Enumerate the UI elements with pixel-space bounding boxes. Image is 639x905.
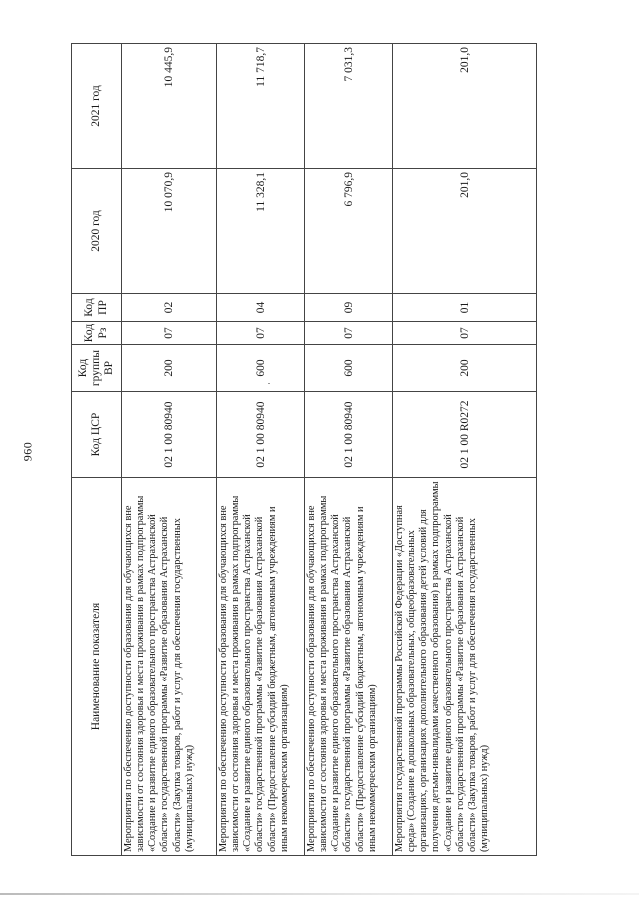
row-csr: 02 1 00 80940 xyxy=(305,392,393,478)
header-csr: Код ЦСР xyxy=(72,392,122,478)
header-name: Наименование показателя xyxy=(72,478,122,856)
header-vr: Код группы ВР xyxy=(72,345,122,392)
row-pr: 02 xyxy=(122,294,217,322)
row-name: Мероприятия по обеспечению доступности образования для обучающихся вне зависимости от состояния здоровья и места проживания в рамках подпрограммы «Создание и развитие единого образовательного пространства Астраханской области» государственной программы «Развитие образования Астраханской области» (Предоставление субсидий бюджетным, автономным учреждениям и иным некоммерческим организациям) xyxy=(217,478,305,856)
row-name: Мероприятия государственной программы Российской Федерации «Доступная среда» (Создание в дошкольных образовательных, общеобразовательных организациях, организациях дополнительного образования детей условий для получения детьми-инвалидами качественного образования) в рамках подпрограммы «Создание и развитие единого образовательного пространства Астраханской области» государственной программы «Развитие образования Астраханской области» (Закупка товаров, работ и услуг для обеспечения государственных (муниципальных) нужд) xyxy=(393,478,537,856)
row-2020: 11 328,1 xyxy=(217,169,305,294)
row-rz: 07 xyxy=(305,322,393,345)
table-row xyxy=(122,44,217,856)
header-2021: 2021 год xyxy=(72,44,122,169)
scan-edge-line xyxy=(0,893,639,895)
row-name: Мероприятия по обеспечению доступности образования для обучающихся вне зависимости от состояния здоровья и места проживания в рамках подпрограммы «Создание и развитие единого образовательного пространства Астраханской области» государственной программы «Развитие образования Астраханской области» (Предоставление субсидий бюджетным, автономным учреждениям и иным некоммерческим организациям) xyxy=(305,478,393,856)
header-2020: 2020 год xyxy=(72,169,122,294)
table-row xyxy=(393,44,537,856)
row-csr: 02 1 00 R0272 xyxy=(393,392,537,478)
page-number: 960 xyxy=(20,441,35,462)
row-vr: 600 xyxy=(217,345,305,392)
row-2021: 201,0 xyxy=(393,44,537,169)
table-row xyxy=(217,44,305,856)
header-rz: Код Рз xyxy=(72,322,122,345)
row-csr: 02 1 00 80940 xyxy=(217,392,305,478)
row-2020: 201,0 xyxy=(393,169,537,294)
row-2020: 10 070,9 xyxy=(122,169,217,294)
row-vr: 200 xyxy=(122,345,217,392)
row-vr: 200 xyxy=(393,345,537,392)
row-pr: 01 xyxy=(393,294,537,322)
row-rz: 07 xyxy=(122,322,217,345)
row-vr: 600 xyxy=(305,345,393,392)
row-2021: 10 445,9 xyxy=(122,44,217,169)
table-row xyxy=(305,44,393,856)
row-csr: 02 1 00 80940 xyxy=(122,392,217,478)
header-pr: Код ПР xyxy=(72,294,122,322)
row-rz: 07 xyxy=(393,322,537,345)
table-header-row xyxy=(72,44,122,856)
row-rz: 07 xyxy=(217,322,305,345)
row-2020: 6 796,9 xyxy=(305,169,393,294)
row-name: Мероприятия по обеспечению доступности образования для обучающихся вне зависимости от состояния здоровья и места проживания в рамках подпрограммы «Создание и развитие единого образовательного пространства Астраханской области» государственной программы «Развитие образования Астраханской области» (Закупка товаров, работ и услуг для обеспечения государственных (муниципальных) нужд) xyxy=(122,478,217,856)
rotated-page-content xyxy=(71,44,536,856)
row-pr: 09 xyxy=(305,294,393,322)
budget-table xyxy=(71,43,537,856)
row-2021: 11 718,7 xyxy=(217,44,305,169)
scan-speck xyxy=(268,383,270,384)
row-pr: 04 xyxy=(217,294,305,322)
row-2021: 7 031,3 xyxy=(305,44,393,169)
